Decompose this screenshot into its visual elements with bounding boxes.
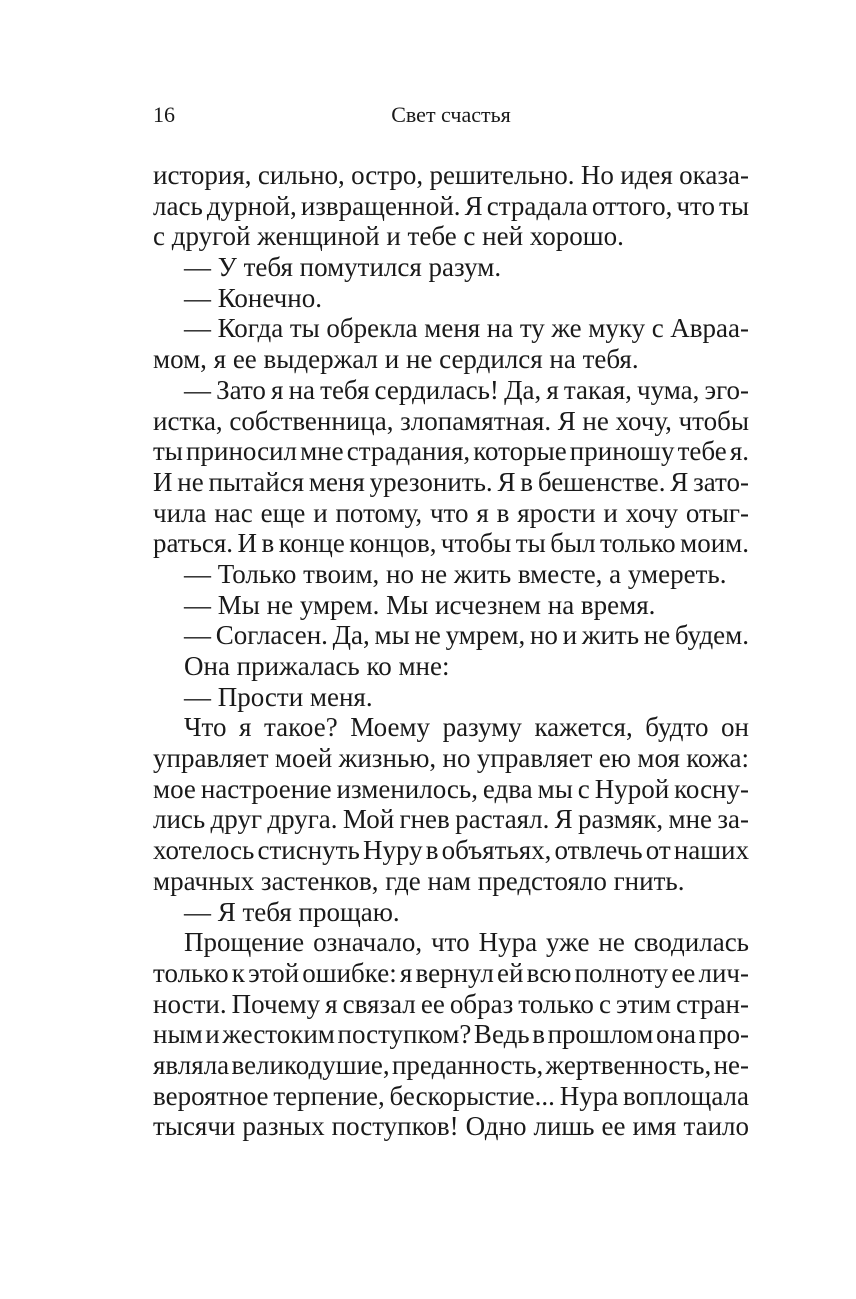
text-line: тысячи разных поступков! Одно лишь ее имя таило: [153, 1111, 749, 1142]
text-line: — Только твоим, но не жить вместе, а умереть.: [184, 558, 727, 589]
text-line: — Мы не умрем. Мы исчезнем на время.: [184, 589, 656, 620]
text-line: являла великодушие, преданность, жертвенность, не-: [153, 1049, 749, 1080]
text-line: чила нас еще и потому, что я в ярости и хочу отыг-: [153, 497, 749, 528]
text-line: — Я тебя прощаю.: [184, 896, 400, 927]
text-line: лась дурной, извращенной. Я страдала оттого, что ты: [153, 190, 749, 221]
text-line: только к этой ошибке: я вернул ей всю полноту ее лич-: [153, 957, 749, 988]
text-line: лись друг друга. Мой гнев растаял. Я размяк, мне за-: [153, 804, 749, 835]
text-line: — Конечно.: [184, 282, 322, 313]
text-line: И не пытайся меня урезонить. Я в бешенстве. Я зато-: [153, 466, 749, 497]
text-line: Она прижалась ко мне:: [184, 651, 450, 681]
text-line: управляет моей жизнью, но управляет ею моя кожа:: [153, 743, 749, 774]
text-line: мое настроение изменилось, едва мы с Нурой косну-: [153, 773, 749, 804]
text-line: — У тебя помутился разум.: [184, 252, 502, 283]
page-number: 16: [153, 102, 175, 127]
text-line: с другой женщиной и тебе с ней хорошо.: [153, 221, 624, 252]
text-line: история, сильно, остро, решительно. Но идея оказа-: [153, 160, 749, 190]
text-line: раться. И в конце концов, чтобы ты был только моим.: [153, 528, 749, 559]
body-text: [153, 160, 749, 1142]
running-head: [153, 100, 749, 130]
text-line: — Согласен. Да, мы не умрем, но и жить не будем.: [184, 620, 750, 651]
text-line: — Зато я на тебя сердилась! Да, я такая, чума, эго-: [184, 374, 749, 405]
text-line: мом, я ее выдержал и не сердился на тебя.: [153, 344, 639, 375]
text-line: ным и жестоким поступком? Ведь в прошлом она про-: [153, 1019, 749, 1050]
text-line: ты приносил мне страдания, которые приношу тебе я.: [153, 436, 749, 467]
text-line: вероятное терпение, бескорыстие... Нура воплощала: [153, 1080, 749, 1111]
text-line: Что я такое? Моему разуму кажется, будто он: [184, 712, 749, 743]
text-line: ности. Почему я связал ее образ только с этим стран-: [153, 988, 750, 1019]
text-line: — Когда ты обрекла меня на ту же муку с Авраа-: [184, 313, 749, 344]
text-line: мрачных застенков, где нам предстояло гнить.: [153, 865, 685, 896]
text-line: истка, собственница, злопамятная. Я не хочу, чтобы: [153, 405, 749, 436]
text-line: — Прости меня.: [184, 681, 373, 712]
running-title: Свет счастья: [391, 102, 511, 127]
text-line: хотелось стиснуть Нуру в объятьях, отвлечь от наших: [153, 835, 749, 866]
text-line: Прощение означало, что Нура уже не сводилась: [184, 927, 749, 958]
